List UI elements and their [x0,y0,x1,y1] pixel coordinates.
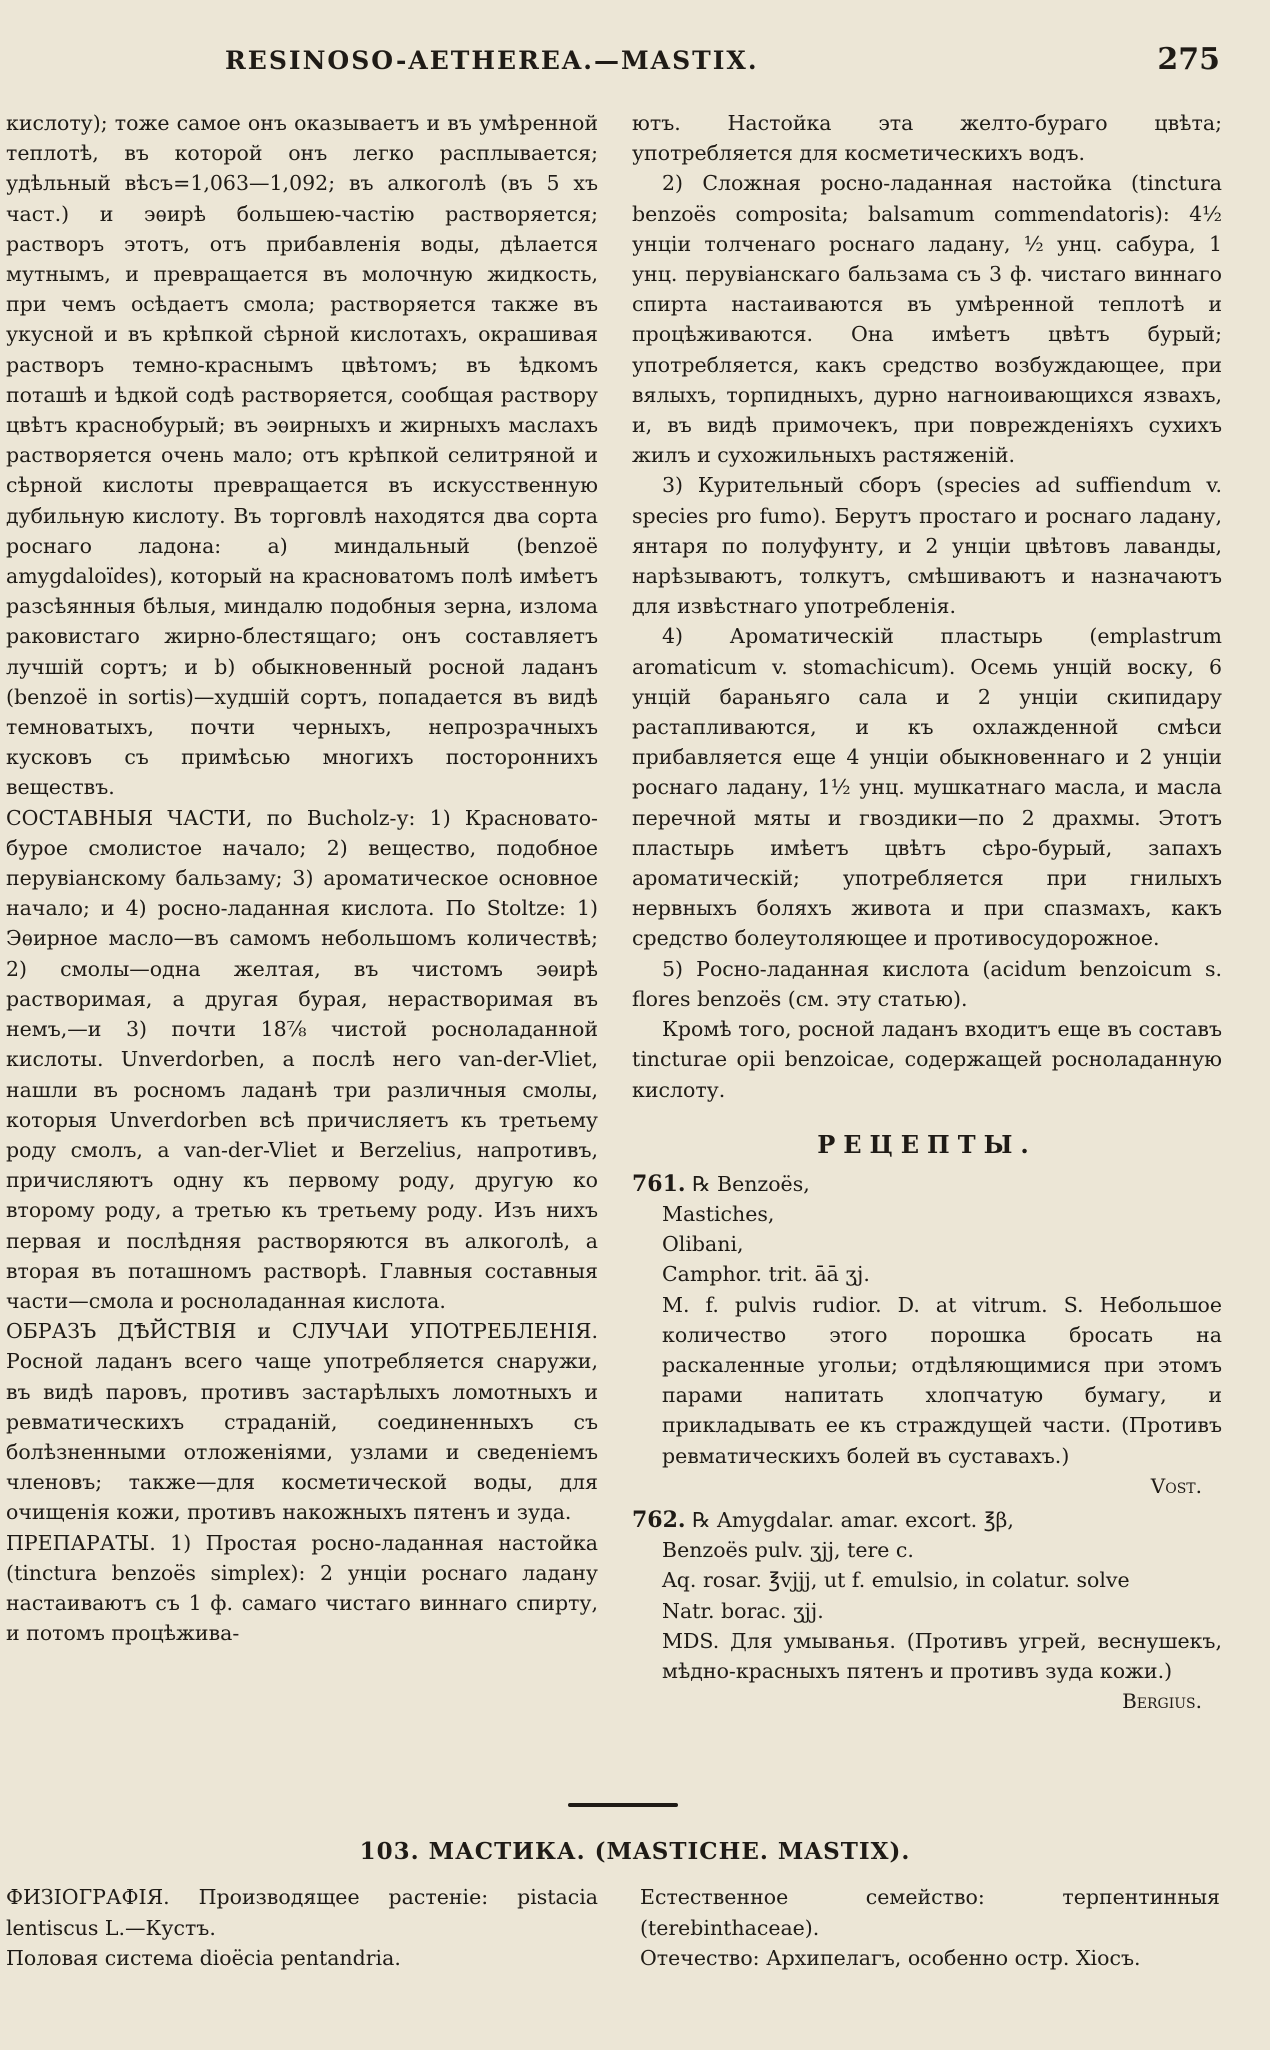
recipe-instructions: M. f. pulvis rudior. D. at vitrum. S. Небольшое количество этого порошка бросать на раскаленные угольи; отдѣляющимися при этомъ парами напитать хлопчатую бумагу, и прикладывать ее къ страждущей части. (Противъ ревматическихъ болей въ суставахъ.) [662,1292,1222,1468]
paragraph-preparation-4: 4) Ароматическій пластырь (emplastrum aromaticum v. stomachicum). Осемь унцій воску, 6 унцій бараньяго сала и 2 унціи скипидару растапливаются, и къ охлажденной смѣси прибавляется еще 4 унціи обыкновеннаго и 2 унціи роснаго ладану, 1½ унц. мушкатнаго масла, и масла перечной мяты и гвоздики—по 2 драхмы. Этотъ пластырь имѣетъ цвѣтъ сѣро-бурый, запахъ ароматическій; употребляется при гнилыхъ нервныхъ боляхъ живота и при спазмахъ, какъ средство болеутоляющее и противосудорожное. [632,624,1222,951]
recipe-line: Camphor. trit. āā ʒj. [662,1262,870,1287]
paragraph-components: СОСТАВНЫЯ ЧАСТИ, по Bucholz-у: 1) Красновато-бурое смолистое начало; 2) вещество, подобное перувіанскому бальзаму; 3) ароматическое основное начало; и 4) росно-ладанная кислота. По Stoltze: 1) Эѳирное масло—въ самомъ небольшомъ количествѣ; 2) смолы—одна желтая, въ чистомъ эѳирѣ растворимая, а другая бурая, нерастворимая въ немъ,—и 3) почти 18⅞ чистой росноладанной кислоты. Unverdorben, а послѣ него van-der-Vliet, нашли въ росномъ ладанѣ три различныя смолы, которыя Unverdorben всѣ причисляетъ къ третьему роду смолъ, а van-der-Vliet и Berzelius, напротивъ, причисляютъ одну къ первому роду, другую ко второму роду, а третью къ третьему роду. Изъ нихъ первая и послѣдняя растворяются въ алкоголѣ, а вторая въ поташномъ растворѣ. Главныя составныя части—смола и росноладанная кислота. [6,805,598,1313]
section-left-column [6,1882,598,1974]
paragraph-resin-properties: кислоту); тоже самое онъ оказываетъ и въ умѣренной теплотѣ, въ которой онъ легко расплывается; удѣльный вѣсъ=1,063—1,092; въ алкоголѣ (въ 5 хъ част.) и эѳирѣ большею-частію растворяется; растворъ этотъ, отъ прибавленія воды, дѣлается мутнымъ, и превращается въ молочную жидкость, при чемъ осѣдаетъ смола; растворяется также въ укусной и въ крѣпкой сѣрной кислотахъ, окрашивая растворъ темно-краснымъ цвѣтомъ; въ ѣдкомъ поташѣ и ѣдкой содѣ растворяется, сообщая раствору цвѣтъ краснобурый; въ эѳирныхъ и жирныхъ маслахъ растворяется очень мало; отъ крѣпкой селитряной и сѣрной кислоты превращается въ искусственную дубильную кислоту. Въ торговлѣ находятся два сорта роснаго ладона: a) миндальный (benzoë amygdaloïdes), который на красноватомъ полѣ имѣетъ разсѣянныя бѣлыя, миндалю подобныя зерна, излома раковистаго жирно-блестящаго; онъ составляетъ лучшій сортъ; и b) обыкновенный росной ладанъ (benzoë in sortis)—худшій сортъ, попадается въ видѣ темноватыхъ, почти черныхъ, непрозрачныхъ кусковъ съ примѣсью многихъ постороннихъ веществъ. [6,111,598,800]
paragraph-tincture-opii: Кромѣ того, росной ладанъ входитъ еще въ составъ tincturae opii benzoicae, содержащей росноладанную кислоту. [632,1017,1222,1102]
recipe-instructions: MDS. Для умыванья. (Противъ угрей, веснушекъ, мѣдно-красныхъ пятенъ и противъ зуда кожи.) [662,1628,1222,1683]
recipe-number: 762. [632,1506,686,1533]
natural-family-line: Естественное семейство: терпентинныя (terebinthaceae). [640,1885,1220,1940]
physiography-line: ФИЗІОГРАФІЯ. Производящее растеніе: pistacia lentiscus L.—Кустъ. [6,1885,598,1940]
section-heading: 103. МАСТИКА. (MASTICHE. MASTIX). [359,1838,911,1865]
recipe-761 [632,1169,1222,1501]
recipe-author: Vost. [1150,1473,1202,1498]
recipe-762 [632,1505,1222,1716]
recipe-line: ℞ Amygdalar. amar. excort. ℥β, [692,1507,1014,1532]
paragraph-preparations: ПРЕПАРАТЫ. 1) Простая росно-ладанная настойка (tinctura benzoës simplex): 2 унціи роснаго ладану настаиваютъ съ 1 ф. самаго чистаго виннаго спирту, и потомъ процѣживa- [6,1530,598,1646]
recipe-line: Benzoës pulv. ʒjj, tere c. [662,1538,914,1563]
running-title: RESINOSO-AETHEREA.—MASTIX. [225,46,759,75]
recipe-author: Bergius. [1122,1689,1202,1714]
paragraph-action-and-use: ОБРАЗЪ ДѢЙСТВІЯ и СЛУЧАИ УПОТРЕБЛЕНІЯ. Росной ладанъ всего чаще употребляется снаружи, въ видѣ паровъ, противъ застарѣлыхъ ломотныхъ и ревматическихъ страданій, соединенныхъ съ болѣзненными отложеніями, узлами и сведеніемъ членовъ; также—для косметической воды, для очищенія кожи, противъ накожныхъ пятенъ и зуда. [6,1319,598,1525]
homeland-line: Отечество: Архипелагъ, особенно остр. Хіосъ. [640,1946,1141,1970]
left-column [6,108,598,1648]
section-divider [568,1803,678,1807]
paragraph-preparation-2: 2) Сложная росно-ладанная настойка (tinctura benzoës composita; balsamum commendatoris): 4½ унціи толченаго роснаго ладану, ½ унц. сабура, 1 унц. перувіанскаго бальзама съ 3 ф. чистаго виннаго спирта настаиваются въ умѣренной теплотѣ и процѣживаются. Она имѣетъ цвѣтъ бурый; употребляется, какъ средство возбуждающее, при вялыхъ, торпидныхъ, дурно нагноивающихся язвахъ, и, въ видѣ примочекъ, при поврежденіяхъ сухихъ жилъ и сухожильныхъ растяженій. [632,171,1222,468]
recipe-line: Mastiches, [662,1201,775,1226]
recipe-line: Olibani, [662,1232,744,1257]
sexual-system-line: Половая система dioëcia pentandria. [6,1946,401,1970]
page-number: 275 [1157,42,1220,77]
right-column [632,108,1222,1716]
section-right-column [640,1882,1220,1974]
running-head [0,42,1270,86]
recipe-line: Natr. borac. ʒjj. [662,1598,824,1623]
recipe-number: 761. [632,1170,686,1197]
recipes-title: РЕЦЕПТЫ. [817,1129,1037,1159]
paragraph-preparation-3: 3) Курительный сборъ (species ad suffiendum v. species pro fumo). Берутъ простаго и роснаго ладану, янтаря по полуфунту, и 2 унціи цвѣтовъ лаванды, нарѣзываютъ, толкутъ, смѣшиваютъ и назначаютъ для извѣстнаго употребленія. [632,473,1222,619]
recipe-line: Aq. rosar. ℥vjjj, ut f. emulsio, in colatur. solve [662,1568,1130,1593]
recipe-line: ℞ Benzoës, [692,1171,810,1196]
paragraph-preparation-1-cont: ютъ. Настойка эта желто-бураго цвѣта; употребляется для косметическихъ водъ. [632,111,1222,166]
paragraph-preparation-5: 5) Росно-ладанная кислота (acidum benzoicum s. flores benzoës (см. эту статью). [632,956,1222,1011]
